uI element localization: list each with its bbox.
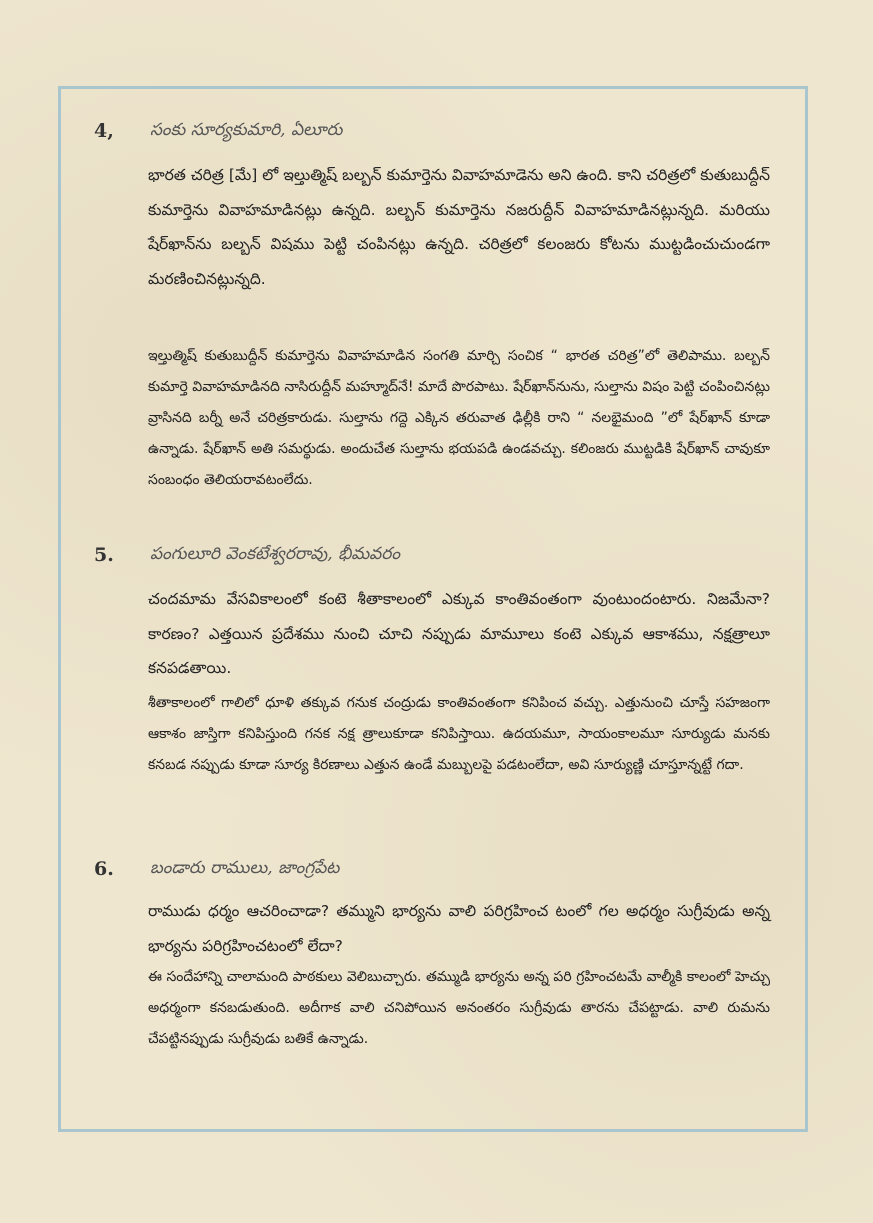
- asker-name: బండారు రాములు, జాంగ్రపేట: [150, 858, 340, 878]
- entry-number: 4,: [94, 120, 114, 142]
- question-text: రాముడు ధర్మం ఆచరించాడా? తమ్ముని భార్యను వాలి పరిగ్రహించ టంలో గల అధర్మం సుగ్రీవుడు అన్న భార్యను పరిగ్రహించటంలో లేదా?: [148, 902, 770, 955]
- asker-name: పంగులూరి వెంకటేశ్వరరావు, భీమవరం: [150, 544, 400, 564]
- answer-text: ఈ సందేహాన్ని చాలామంది పాఠకులు వెలిబుచ్చారు. తమ్ముడి భార్యను అన్న పరి గ్రహించటమే వాల్మీకి కాలంలో హెచ్చు అధర్మంగా కనబడుతుంది. అదీగాక వాలి చనిపోయిన అనంతరం సుగ్రీవుడు తారను చేపట్టాడు. వాలి రుమను చేపట్టినప్పుడు సుగ్రీవుడు బతికే ఉన్నాడు.: [148, 969, 770, 1047]
- answer-text: శీతాకాలంలో గాలిలో ధూళి తక్కువ గనుక చంద్రుడు కాంతివంతంగా కనిపించ వచ్చు. ఎత్తునుంచి చూస్తే సహజంగా ఆకాశం జాస్తిగా కనిపిస్తుంది గనక నక్ష త్రాలుకూడా కనిపిస్తాయి. ఉదయమూ, సాయంకాలమూ సూర్యుడు మనకు కనబడ నప్పుడు కూడా సూర్య కిరణాలు ఎత్తున ఉండే మబ్బులపై పడటంలేదా, అవి సూర్యుణ్ణి చూస్తూన్నట్టే గదా.: [148, 695, 770, 773]
- answer-text: ఇల్తుత్మిష్ కుతుబుద్దీన్ కుమార్తెను వివాహమాడిన సంగతి మార్చి సంచిక “ భారత చరిత్ర”లో తెలిపాము. బల్బన్ కుమార్తె వివాహమాడినది నాసిరుద్దీన్ మహ్మూద్‌నే! మాదే పొరపాటు. షేర్‌ఖాన్‌నును, సుల్తాను విషం పెట్టి చంపించినట్లు వ్రాసినది బర్నీ అనే చరిత్రకారుడు. సుల్తాను గద్దె ఎక్కిన తరువాత ఢిల్లీకి రాని “ నలభైమంది ”లో షేర్‌ఖాన్ కూడా ఉన్నాడు. షేర్‌ఖాన్ అతి సమర్థుడు. అందుచేత సుల్తాను భయపడి ఉండవచ్చు. కలింజరు ముట్టడికి షేర్‌ఖాన్ చావుకూ సంబంధం తెలియరావటంలేదు.: [148, 348, 770, 488]
- question-text: భారత చరిత్ర [మే] లో ఇల్తుత్మిష్ బల్బన్ కుమార్తెను వివాహమాడెను అని ఉంది. కాని చరిత్రలో కుతుబుద్దీన్ కుమార్తెను వివాహమాడినట్లు ఉన్నది. బల్బన్ కుమార్తెను నజరుద్దీన్ వివాహమాడినట్లున్నది. మరియు షేర్‌ఖాన్‌ను బల్బన్ విషము పెట్టి చంపినట్లు ఉన్నది. చరిత్రలో కలంజరు కోటను ముట్టడించుచుండగా మరణించినట్లున్నది.: [148, 166, 770, 288]
- entry-number: 5.: [94, 544, 114, 566]
- entry-number: 6.: [94, 858, 114, 880]
- question-text: చందమామ వేసవికాలంలో కంటె శీతాకాలంలో ఎక్కువ కాంతివంతంగా వుంటుందంటారు. నిజమేనా? కారణం? ఎత్తయిన ప్రదేశము నుంచి చూచి నప్పుడు మామూలు కంటె ఎక్కువ ఆకాశము, నక్షత్రాలూ కనపడతాయి.: [148, 590, 770, 677]
- asker-name: సంకు సూర్యకుమారి, ఏలూరు: [150, 120, 343, 140]
